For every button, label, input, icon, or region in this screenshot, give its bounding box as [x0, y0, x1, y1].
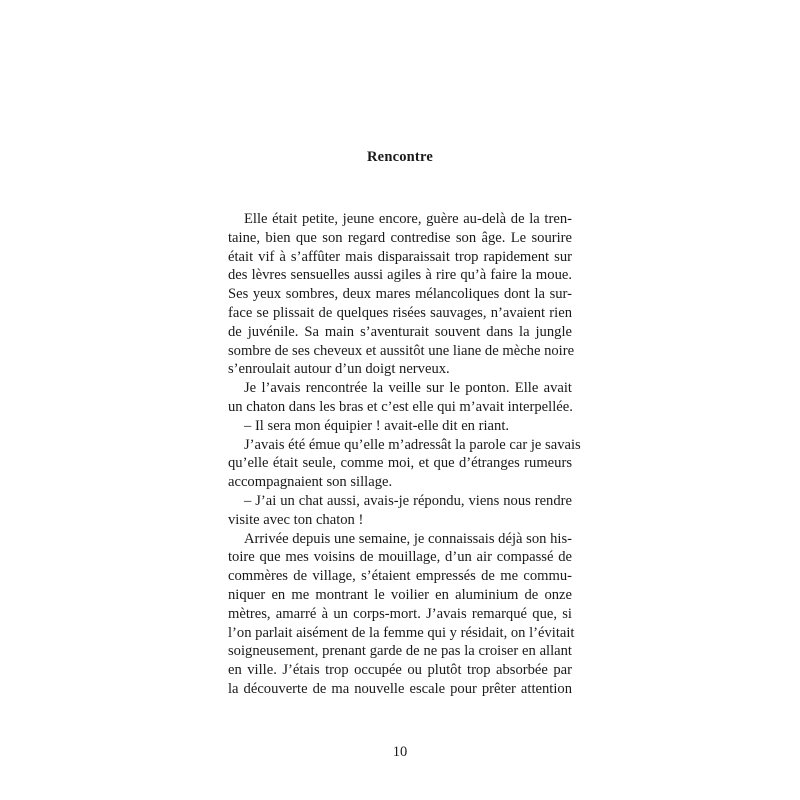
text-line: Arrivée depuis une semaine, je connaissais déjà son his-: [244, 530, 572, 547]
page-number: 10: [392, 744, 408, 760]
text-line: toire que mes voisins de mouillage, d’un air compassé de: [228, 549, 572, 566]
text-line: visite avec ton chaton !: [228, 511, 364, 528]
text-line: la découverte de ma nouvelle escale pour prêter attention: [228, 680, 572, 697]
text-line: mètres, amarré à un corps-mort. J’avais remarqué que, si: [228, 605, 572, 622]
text-line: niquer en me montrant le voilier en aluminium de onze: [228, 586, 572, 603]
text-line: s’enroulait autour d’un doigt nerveux.: [228, 361, 450, 378]
text-line: des lèvres sensuelles aussi agiles à rire qu’à faire la moue.: [228, 267, 572, 284]
text-line: accompagnaient son sillage.: [228, 474, 393, 491]
text-line: – Il sera mon équipier ! avait-elle dit en riant.: [244, 417, 510, 434]
text-line: taine, bien que son regard contredise son âge. Le sourire: [228, 229, 572, 246]
text-line: Ses yeux sombres, deux mares mélancoliques dont la sur-: [228, 286, 572, 303]
text-line: Elle était petite, jeune encore, guère au-delà de la tren-: [244, 211, 572, 227]
text-line: – J’ai un chat aussi, avais-je répondu, viens nous rendre: [244, 492, 572, 509]
text-line: l’on parlait aisément de la femme qui y résidait, on l’évitait: [228, 624, 575, 641]
text-line: soigneusement, prenant garde de ne pas la croiser en allant: [228, 643, 572, 660]
text-line: face se plissait de quelques risées sauvages, n’avaient rien: [228, 304, 572, 321]
text-line: qu’elle était seule, comme moi, et que d’étranges rumeurs: [228, 455, 572, 472]
text-line: J’avais été émue qu’elle m’adressât la parole car je savais: [244, 436, 581, 453]
text-line: Je l’avais rencontrée la veille sur le ponton. Elle avait: [244, 380, 572, 397]
text-line: un chaton dans les bras et c’est elle qui m’avait interpellée.: [228, 398, 573, 415]
text-line: de juvénile. Sa main s’aventurait souvent dans la jungle: [228, 323, 572, 340]
text-line: commères de village, s’étaient empressés de me commu-: [228, 568, 572, 585]
text-line: sombre de ses cheveux et aussitôt une liane de mèche noire: [228, 342, 575, 359]
text-line: en ville. J’étais trop occupée ou plutôt trop absorbée par: [228, 662, 572, 679]
body-text: [228, 210, 581, 699]
chapter-title: Rencontre: [367, 149, 433, 165]
text-line: était vif à s’affûter mais disparaissait trop rapidement sur: [228, 248, 572, 265]
